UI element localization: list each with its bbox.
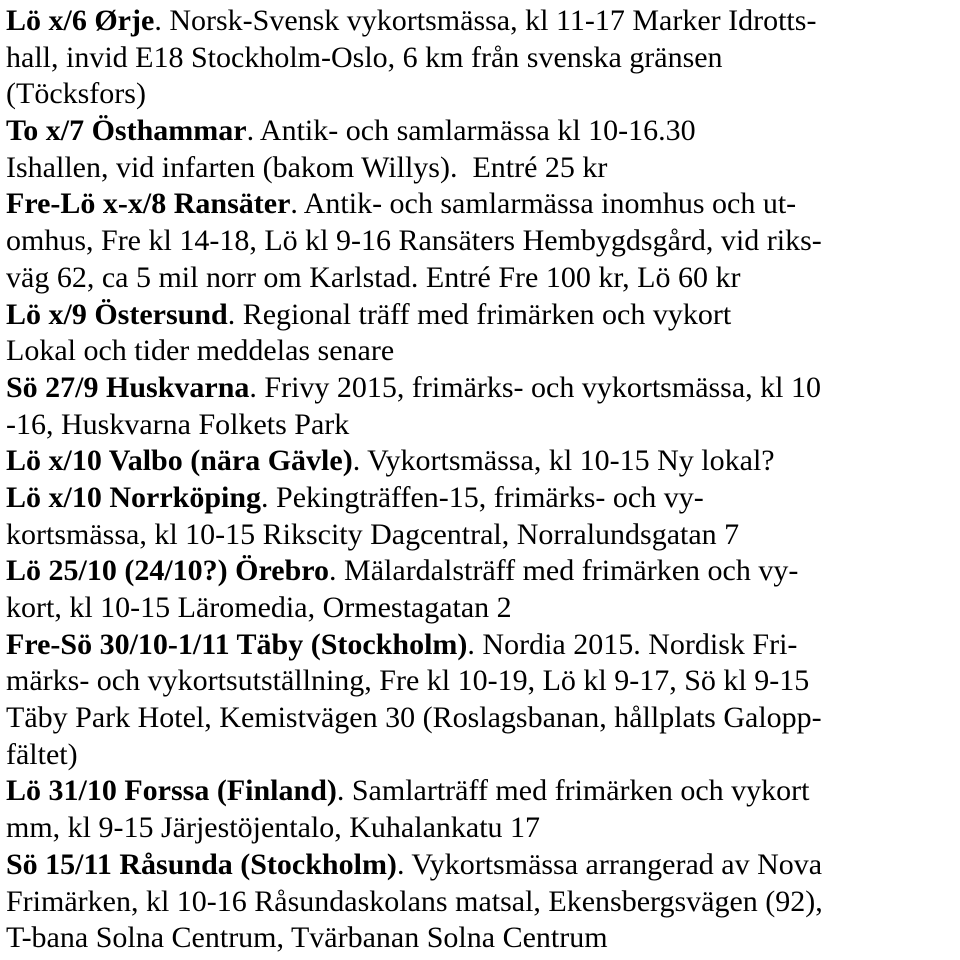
listing-line — [6, 40, 952, 77]
event-date-place: Lö x/10 Norrköping — [6, 480, 262, 514]
event-details: Lokal och tider meddelas senare — [6, 334, 395, 368]
listing-line — [6, 773, 952, 810]
event-date-place: Fre-Lö x-x/8 Ransäter — [6, 187, 291, 221]
event-details: T-bana Solna Centrum, Tvärbanan Solna Centrum — [6, 921, 608, 955]
listing-line — [6, 443, 952, 480]
event-date-place: Lö 25/10 (24/10?) Örebro — [6, 554, 330, 588]
event-details: . Regional träff med frimärken och vykort — [227, 297, 732, 331]
event-date-place: Lö x/10 Valbo (nära Gävle) — [6, 444, 353, 478]
event-details: Täby Park Hotel, Kemistvägen 30 (Roslagsbanan, hållplats Galopp- — [6, 701, 822, 735]
event-details: mm, kl 9-15 Järjestöjentalo, Kuhalankatu 17 — [6, 811, 541, 845]
listing-line — [6, 663, 952, 700]
listing-line — [6, 810, 952, 847]
listing-line — [6, 370, 952, 407]
event-details: (Töcksfors) — [6, 77, 146, 111]
listing-line — [6, 847, 952, 884]
listing-line — [6, 884, 952, 921]
listing-line — [6, 3, 952, 40]
event-date-place: Fre-Sö 30/10-1/11 Täby (Stockholm) — [6, 627, 468, 661]
listing-line — [6, 260, 952, 297]
event-listing — [6, 3, 952, 957]
event-date-place: Lö x/9 Östersund — [6, 297, 228, 331]
event-details: . Vykortsmässa arrangerad av Nova — [396, 847, 823, 881]
event-details: . Norsk-Svensk vykortsmässa, kl 11-17 Marker Idrotts- — [154, 4, 817, 37]
listing-line — [6, 480, 952, 517]
listing-line — [6, 223, 952, 260]
listing-line — [6, 297, 952, 334]
listing-line — [6, 113, 952, 150]
event-date-place: To x/7 Östhammar — [6, 114, 247, 148]
listing-line — [6, 517, 952, 554]
listing-line — [6, 186, 952, 223]
event-details: väg 62, ca 5 mil norr om Karlstad. Entré Fre 100 kr, Lö 60 kr — [6, 260, 741, 294]
event-date-place: Sö 27/9 Huskvarna — [6, 370, 250, 404]
listing-line — [6, 553, 952, 590]
listing-line — [6, 590, 952, 627]
event-details: . Vykortsmässa, kl 10-15 Ny lokal? — [352, 444, 775, 478]
event-details: -16, Huskvarna Folkets Park — [6, 407, 350, 441]
listing-line — [6, 333, 952, 370]
listing-line — [6, 150, 952, 187]
event-details: märks- och vykortsutställning, Fre kl 10-19, Lö kl 9-17, Sö kl 9-15 — [6, 664, 810, 698]
event-details: . Frivy 2015, frimärks- och vykortsmässa, kl 10 — [249, 370, 822, 404]
event-details: hall, invid E18 Stockholm-Oslo, 6 km från svenska gränsen — [6, 40, 723, 74]
event-details: . Antik- och samlarmässa inomhus och ut- — [290, 187, 797, 221]
listing-line — [6, 737, 952, 774]
event-date-place: Sö 15/11 Råsunda (Stockholm) — [6, 847, 397, 881]
event-details: omhus, Fre kl 14-18, Lö kl 9-16 Ransäters Hembygdsgård, vid riks- — [6, 224, 822, 258]
event-details: kortsmässa, kl 10-15 Rikscity Dagcentral, Norralundsgatan 7 — [6, 517, 740, 551]
listing-line — [6, 407, 952, 444]
event-details: . Samlarträff med frimärken och vykort — [336, 774, 810, 808]
event-details: . Pekingträffen-15, frimärks- och vy- — [261, 480, 704, 514]
event-date-place: Lö 31/10 Forssa (Finland) — [6, 774, 337, 808]
listing-line — [6, 700, 952, 737]
event-details: . Nordia 2015. Nordisk Fri- — [467, 627, 798, 661]
event-date-place: Lö x/6 Ørje — [6, 4, 155, 37]
event-details: fältet) — [6, 737, 78, 771]
event-details: Frimärken, kl 10-16 Råsundaskolans matsal, Ekensbergsvägen (92), — [6, 884, 823, 918]
listing-line — [6, 76, 952, 113]
listing-line — [6, 920, 952, 957]
listing-line — [6, 627, 952, 664]
event-details: Ishallen, vid infarten (bakom Willys). Entré 25 kr — [6, 150, 608, 184]
event-details: . Antik- och samlarmässa kl 10-16.30 — [246, 114, 696, 148]
event-details: kort, kl 10-15 Läromedia, Ormestagatan 2 — [6, 591, 512, 624]
event-details: . Mälardalsträff med frimärken och vy- — [329, 554, 799, 588]
